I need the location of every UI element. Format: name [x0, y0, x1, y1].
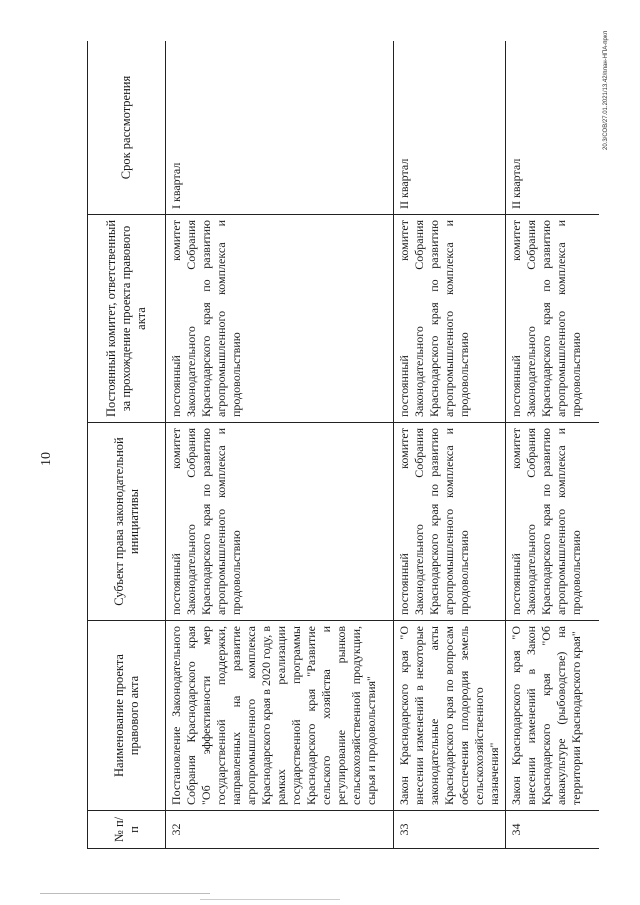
header-subject: Субъект права законодательной инициативы: [88, 423, 166, 621]
row-term: II квартал: [506, 41, 600, 215]
row-num: 32: [166, 811, 394, 849]
document-footer-code: 20.3/СОВ/27.01.2021/13.42/план-НПА-пркл: [603, 30, 609, 150]
page-number: 10: [39, 452, 54, 466]
rotated-table-frame: [87, 41, 599, 849]
plan-table-container: [87, 41, 599, 849]
table-header-row: [88, 41, 166, 849]
row-committee: постоянный комитет Законодательного Собрания Краснодарского края по развитию агропромышленного комплекса и продовольствию: [166, 215, 394, 423]
header-term: Срок рассмотрения: [88, 41, 166, 215]
row-term: II квартал: [394, 41, 506, 215]
row-subject: постоянный комитет Законодательного Собрания Краснодарского края по развитию агропромышленного комплекса и продовольствию: [166, 423, 394, 621]
table-row: [166, 41, 394, 849]
row-num: 33: [394, 811, 506, 849]
table-row: [394, 41, 506, 849]
row-committee: постоянный комитет Законодательного Собрания Краснодарского края по развитию агропромышленного комплекса и продовольствию: [506, 215, 600, 423]
header-committee: Постоянный комитет, ответственный за прохождение проекта правового акта: [88, 215, 166, 423]
row-num: 34: [506, 811, 600, 849]
scan-edge-line: [200, 899, 340, 900]
header-name: Наименование проекта правового акта: [88, 621, 166, 811]
table-row: [506, 41, 600, 849]
row-act-name: Постановление Законодательного Собрания Краснодарского края "Об эффективности мер государственной поддержки, направленных на развитие агропромышленного комплекса Краснодарского края в 2020 году, в рамках реализации государственной программы Краснодарского края "Развитие сельского хозяйства и регулирование рынков сельскохозяйственной продукции, сырья и продовольствия": [166, 621, 394, 811]
row-act-name: Закон Краснодарского края "О внесении изменений в Закон Краснодарского края "Об аквакультуре (рыбоводстве) на территории Краснодарского края": [506, 621, 600, 811]
row-subject: постоянный комитет Законодательного Собрания Краснодарского края по развитию агропромышленного комплекса и продовольствию: [394, 423, 506, 621]
legislation-plan-table: [87, 41, 599, 849]
scan-edge-line: [40, 893, 210, 894]
row-act-name: Закон Краснодарского края "О внесении изменений в некоторые законодательные акты Краснодарского края по вопросам обеспечения плодородия земель сельскохозяйственного назначения": [394, 621, 506, 811]
row-subject: постоянный комитет Законодательного Собрания Краснодарского края по развитию агропромышленного комплекса и продовольствию: [506, 423, 600, 621]
header-num: № п/п: [88, 811, 166, 849]
row-committee: постоянный комитет Законодательного Собрания Краснодарского края по развитию агропромышленного комплекса и продовольствию: [394, 215, 506, 423]
row-term: I квартал: [166, 41, 394, 215]
